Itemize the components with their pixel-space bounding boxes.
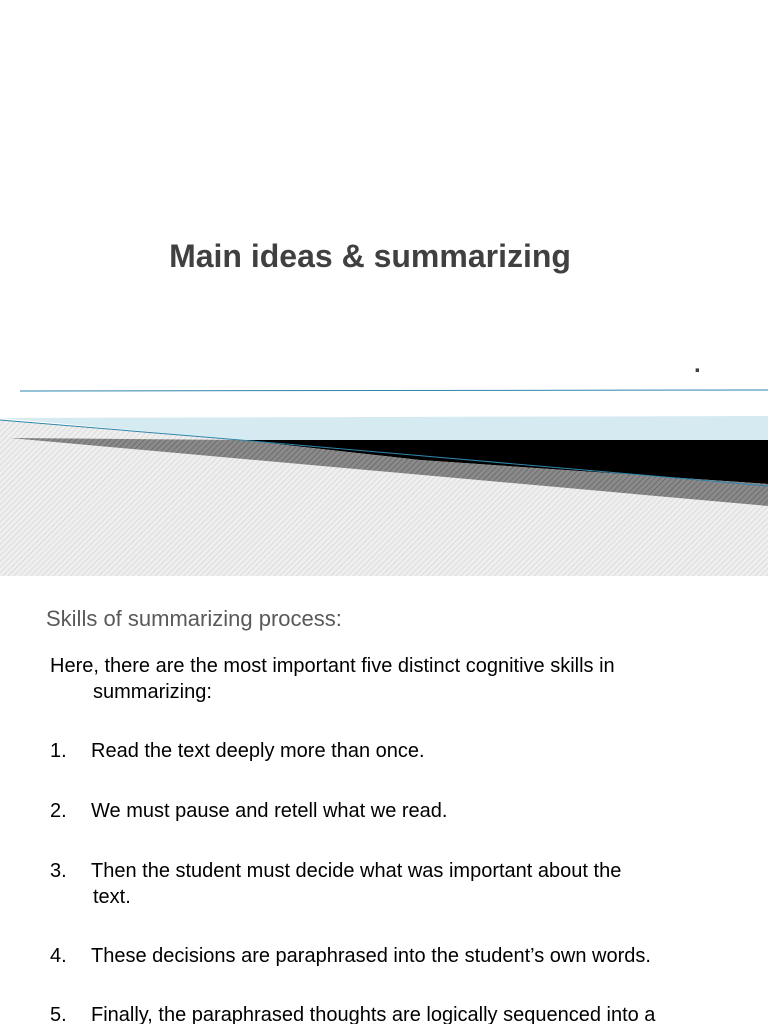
accent-line (20, 390, 768, 391)
list-item (50, 943, 750, 969)
list-item (50, 1002, 750, 1024)
slide-title: Main ideas & summarizing (169, 238, 571, 274)
list-item (50, 858, 750, 910)
list-item (50, 738, 750, 764)
list-number: 1. (50, 740, 67, 762)
list-text: We must pause and retell what we read. (91, 800, 448, 822)
list-text: Read the text deeply more than once. (91, 740, 425, 762)
list-number: 2. (50, 800, 67, 822)
content-slide (0, 576, 768, 1024)
list-number: 3. (50, 860, 67, 882)
intro-line-2: summarizing: (93, 681, 212, 703)
slide-dot: . (694, 351, 701, 378)
list-text: Finally, the paraphrased thoughts are logically sequenced into a (91, 1004, 656, 1024)
decorative-wave-banner (0, 380, 768, 576)
slide-heading: Skills of summarizing process: (46, 606, 342, 631)
intro-line-1: Here, there are the most important five distinct cognitive skills in (50, 655, 615, 677)
list-number: 5. (50, 1004, 67, 1024)
list-text: Then the student must decide what was important about the (91, 860, 622, 882)
intro-paragraph (50, 653, 750, 705)
list-text: These decisions are paraphrased into the student’s own words. (91, 945, 651, 967)
list-item (50, 798, 750, 824)
list-text-continued: text. (93, 886, 131, 908)
list-number: 4. (50, 945, 67, 967)
